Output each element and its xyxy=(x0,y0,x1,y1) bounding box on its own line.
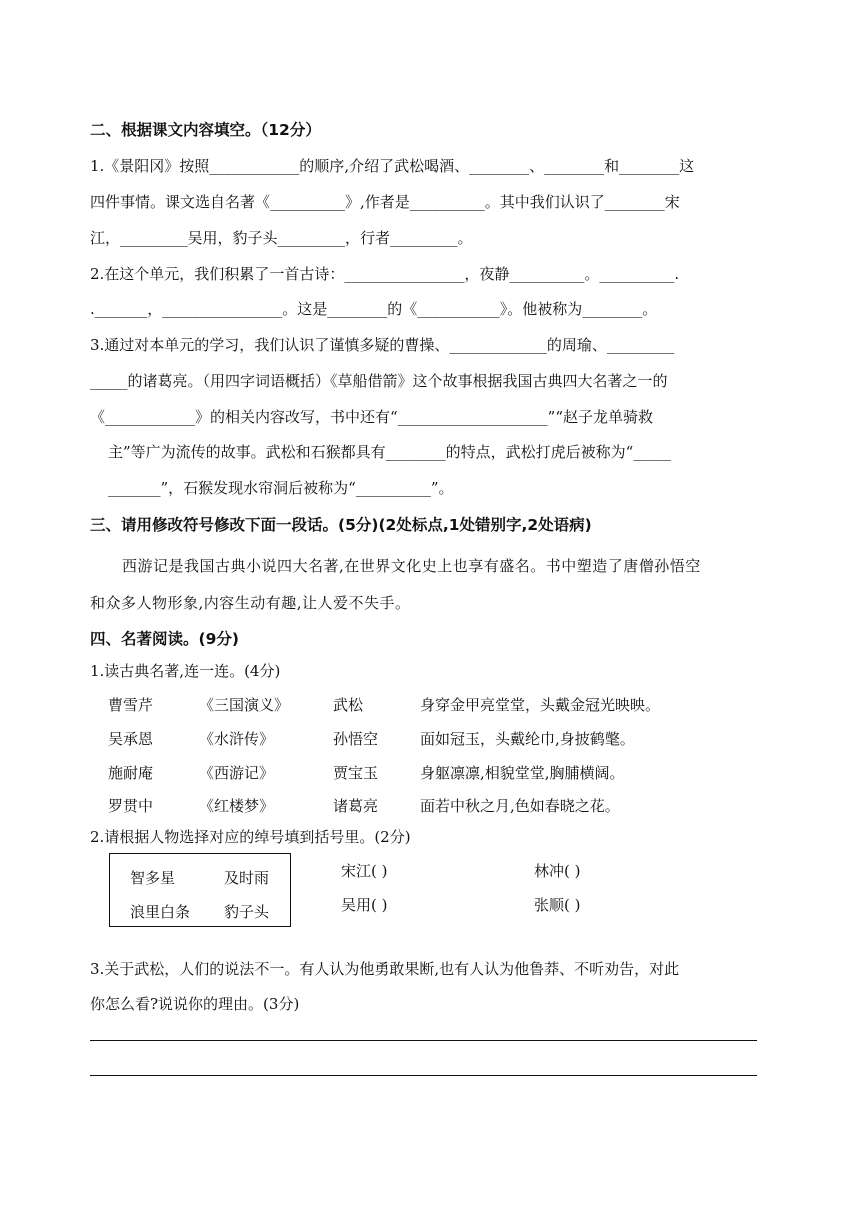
author-item: 罗贯中 xyxy=(108,797,154,815)
book-item: 《西游记》 xyxy=(199,764,275,782)
section4-q3-line2: 你怎么看?说说你的理由。(3分) xyxy=(90,995,300,1013)
nickname-item: 浪里白条 xyxy=(130,903,191,921)
section2-q3-line3: 《____________》的相关内容改写，书中还有“____________________”“赵子龙单骑救 xyxy=(90,408,654,426)
section4-q3-line1: 3.关于武松，人们的说法不一。有人认为他勇敢果断,也有人认为他鲁莽、不听劝告，对此 xyxy=(90,960,680,978)
character-item: 诸葛亮 xyxy=(333,797,379,815)
fill-item-songjiang: 宋江( ) xyxy=(341,862,388,880)
section2-q3-line1: 3.通过对本单元的学习，我们认识了谨慎多疑的曹操、_____________的周瑜、_________ xyxy=(90,336,675,354)
section2-q3-line4: 主”等广为流传的故事。武松和石猴都具有________的特点，武松打虎后被称为“_____ xyxy=(108,443,671,461)
section2-title: 二、根据课文内容填空。（12分） xyxy=(90,121,321,139)
author-item: 吴承恩 xyxy=(108,730,154,748)
section2-q1-line1: 1.《景阳冈》按照____________的顺序,介绍了武松喝酒、________、________和________这 xyxy=(90,157,695,175)
nickname-item: 豹子头 xyxy=(224,903,270,921)
section2-q2-line2: ._______，________________。这是________的《___________》。他被称为________。 xyxy=(90,300,658,318)
nickname-item: 智多星 xyxy=(130,869,176,887)
section2-q3-line2: _____的诸葛亮。（用四字词语概括）《草船借箭》这个故事根据我国古典四大名著之一的 xyxy=(90,372,668,390)
description-item: 面如冠玉，头戴纶巾,身披鹤氅。 xyxy=(420,730,635,748)
section2-q1-line2: 四件事情。课文选自名著《__________》,作者是__________。其中我们认识了________宋 xyxy=(90,193,680,211)
description-item: 身躯凛凛,相貌堂堂,胸脯横阔。 xyxy=(420,764,625,782)
nickname-item: 及时雨 xyxy=(224,869,270,887)
section3-paragraph-line1: 西游记是我国古典小说四大名著,在世界文化史上也享有盛名。书中塑造了唐僧孙悟空 xyxy=(122,557,701,575)
section3-paragraph-line2: 和众多人物形象,内容生动有趣,让人爱不失手。 xyxy=(90,594,411,612)
character-item: 贾宝玉 xyxy=(333,764,379,782)
author-item: 施耐庵 xyxy=(108,764,154,782)
description-item: 身穿金甲亮堂堂，头戴金冠光映映。 xyxy=(420,696,661,714)
section2-q1-line3: 江，_________吴用，豹子头_________，行者_________。 xyxy=(90,229,473,247)
section4-q2-title: 2.请根据人物选择对应的绰号填到括号里。(2分) xyxy=(90,828,411,846)
fill-item-zhangshun: 张顺( ) xyxy=(534,896,581,914)
description-item: 面若中秋之月,色如春晓之花。 xyxy=(420,797,620,815)
book-item: 《三国演义》 xyxy=(199,696,290,714)
book-item: 《水浒传》 xyxy=(199,730,275,748)
section2-q3-line5: _______”，石猴发现水帘洞后被称为“__________”。 xyxy=(108,479,454,497)
answer-line xyxy=(90,1075,757,1076)
section2-q2-line1: 2.在这个单元，我们积累了一首古诗：________________，夜静__________。__________. xyxy=(90,265,680,283)
author-item: 曹雪芹 xyxy=(108,696,154,714)
fill-item-linchong: 林冲( ) xyxy=(534,862,581,880)
section4-title: 四、名著阅读。(9分) xyxy=(90,630,239,648)
character-item: 武松 xyxy=(333,696,364,714)
book-item: 《红楼梦》 xyxy=(199,797,275,815)
section4-q1-title: 1.读古典名著,连一连。(4分) xyxy=(90,662,281,680)
character-item: 孙悟空 xyxy=(333,730,379,748)
nickname-box xyxy=(109,853,291,927)
section3-title: 三、请用修改符号修改下面一段话。(5分)(2处标点,1处错别字,2处语病) xyxy=(90,516,592,534)
fill-item-wuyong: 吴用( ) xyxy=(341,896,388,914)
answer-line xyxy=(90,1040,757,1041)
